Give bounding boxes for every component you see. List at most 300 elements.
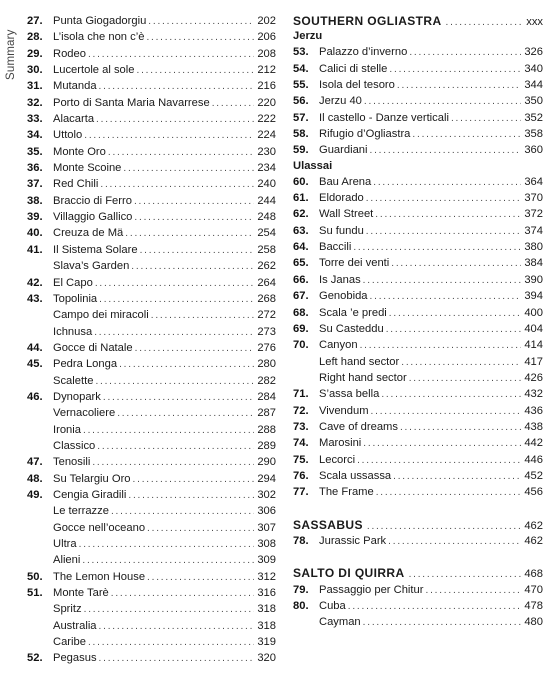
toc-entry[interactable] xyxy=(27,209,276,225)
entry-number: 76. xyxy=(293,469,309,482)
section-heading-sassabus[interactable] xyxy=(293,517,543,533)
entry-number: 60. xyxy=(293,175,309,188)
entry-page: 234 xyxy=(257,162,276,175)
entry-number: 52. xyxy=(27,652,43,665)
toc-entry[interactable] xyxy=(293,110,543,126)
section-page: xxx xyxy=(526,16,543,28)
toc-entry[interactable] xyxy=(293,582,543,598)
entry-title: Alacarta xyxy=(53,113,95,126)
toc-entry[interactable] xyxy=(293,272,543,288)
entry-number: 44. xyxy=(27,341,43,354)
entry-title: Ichnusa xyxy=(53,325,93,338)
toc-entry[interactable] xyxy=(27,95,276,111)
toc-entry[interactable] xyxy=(27,127,276,143)
entry-page: 294 xyxy=(257,472,276,485)
section-gap xyxy=(293,501,543,517)
toc-entry[interactable] xyxy=(293,484,543,500)
entry-page: 290 xyxy=(257,456,276,469)
leader-dots xyxy=(103,390,254,406)
entry-number: 48. xyxy=(27,472,43,485)
entry-number: 41. xyxy=(27,243,43,256)
toc-subentry[interactable] xyxy=(27,438,276,454)
entry-title: Alieni xyxy=(53,554,81,567)
entry-number: 31. xyxy=(27,80,43,93)
toc-subentry[interactable] xyxy=(293,614,543,630)
leader-dots xyxy=(370,289,522,305)
entry-page: 340 xyxy=(524,62,543,75)
toc-entry[interactable] xyxy=(293,206,543,222)
entry-number: 80. xyxy=(293,600,309,612)
leader-dots xyxy=(412,127,521,143)
entry-title: Le terrazze xyxy=(53,505,109,518)
toc-entry[interactable] xyxy=(27,13,276,29)
entry-number: 55. xyxy=(293,79,309,92)
toc-entry[interactable] xyxy=(27,389,276,405)
entry-page: 284 xyxy=(257,390,276,403)
entry-number: 68. xyxy=(293,306,309,319)
entry-page: 306 xyxy=(257,505,276,518)
leader-dots xyxy=(371,404,522,420)
toc-subentry[interactable] xyxy=(27,503,276,519)
toc-subentry[interactable] xyxy=(27,324,276,340)
leader-dots xyxy=(451,111,521,127)
leader-dots xyxy=(82,553,254,569)
salto-di-quirra-entries xyxy=(293,582,543,631)
toc-entry[interactable] xyxy=(27,356,276,372)
leader-dots xyxy=(99,619,255,635)
leader-dots xyxy=(366,191,522,207)
entry-page: 480 xyxy=(524,616,543,629)
leader-dots xyxy=(111,504,254,520)
entry-title: Campo dei miracoli xyxy=(53,309,149,322)
entry-page: 307 xyxy=(257,521,276,534)
entry-number: 66. xyxy=(293,273,309,286)
leader-dots xyxy=(376,485,522,501)
group-ulassai-entries xyxy=(293,174,543,501)
entry-title: The Frame xyxy=(319,486,374,499)
toc-entry[interactable] xyxy=(27,78,276,94)
entry-title: Right hand sector xyxy=(319,371,407,384)
entry-page: 344 xyxy=(524,79,543,92)
toc-entry[interactable] xyxy=(293,337,543,353)
entry-number: 33. xyxy=(27,113,43,126)
entry-page: 350 xyxy=(524,95,543,108)
toc-entry[interactable] xyxy=(293,386,543,402)
entry-number: 72. xyxy=(293,404,309,417)
entry-page: 222 xyxy=(257,113,276,126)
entry-title: Gocce nell’oceano xyxy=(53,521,146,534)
leader-dots xyxy=(363,436,521,452)
entry-number: 58. xyxy=(293,128,309,141)
entry-number: 30. xyxy=(27,64,43,77)
toc-subentry[interactable] xyxy=(27,552,276,568)
toc-entry[interactable] xyxy=(27,340,276,356)
entry-page: 309 xyxy=(257,554,276,567)
entry-title: Slava’s Garden xyxy=(53,260,130,273)
entry-number: 40. xyxy=(27,227,43,240)
entry-page: 390 xyxy=(524,273,543,286)
toc-entry[interactable] xyxy=(27,569,276,585)
entry-title: Vernacoliere xyxy=(53,407,116,420)
entry-page: 258 xyxy=(257,243,276,256)
entry-page: 404 xyxy=(524,322,543,335)
leader-dots xyxy=(88,635,254,651)
section-title: SASSABUS xyxy=(293,517,363,532)
leader-dots xyxy=(388,534,521,550)
entry-page: 312 xyxy=(257,570,276,583)
section-title: SOUTHERN OGLIASTRA xyxy=(293,14,442,28)
entry-title: Isola del tesoro xyxy=(319,79,395,92)
entry-number: 75. xyxy=(293,453,309,466)
entry-page: 212 xyxy=(257,64,276,77)
side-label-container xyxy=(5,12,19,82)
toc-subentry[interactable] xyxy=(293,370,543,386)
entry-page: 417 xyxy=(524,355,543,368)
leader-dots xyxy=(393,469,521,485)
leader-dots xyxy=(123,161,254,177)
entry-page: 318 xyxy=(257,603,276,616)
leader-dots xyxy=(397,78,521,94)
entry-number: 50. xyxy=(27,570,43,583)
entry-number: 79. xyxy=(293,583,309,596)
entry-title: Monte Tarè xyxy=(53,587,109,600)
entry-number: 67. xyxy=(293,290,309,303)
entry-title: Su fundu xyxy=(319,224,364,237)
entry-title: Cengia Giradili xyxy=(53,488,127,501)
leader-dots xyxy=(357,453,521,469)
entry-page: 282 xyxy=(257,374,276,387)
leader-dots xyxy=(367,519,521,535)
entry-number: 77. xyxy=(293,486,309,499)
entry-number: 78. xyxy=(293,534,309,547)
entry-number: 70. xyxy=(293,339,309,352)
entry-page: 358 xyxy=(524,128,543,141)
entry-title: Scala ’e predi xyxy=(319,306,387,319)
entry-page: 326 xyxy=(524,46,543,59)
entry-title: Uttolo xyxy=(53,129,83,142)
section-gap xyxy=(293,549,543,565)
leader-dots xyxy=(366,224,522,240)
entry-number: 46. xyxy=(27,390,43,403)
entry-page: 276 xyxy=(257,341,276,354)
toc-entry[interactable] xyxy=(293,533,543,549)
toc-subentry[interactable] xyxy=(27,536,276,552)
toc-entry[interactable] xyxy=(293,239,543,255)
toc-entry[interactable] xyxy=(27,454,276,470)
toc-subentry[interactable] xyxy=(27,422,276,438)
group-heading-jerzu: Jerzu xyxy=(293,30,323,43)
toc-entry[interactable] xyxy=(27,111,276,127)
toc-entry[interactable] xyxy=(293,403,543,419)
entry-number: 27. xyxy=(27,15,43,27)
leader-dots xyxy=(446,15,524,31)
entry-title: Il Sistema Solare xyxy=(53,243,138,256)
entry-title: Cave of dreams xyxy=(319,420,398,433)
entry-number: 35. xyxy=(27,145,43,158)
leader-dots xyxy=(117,406,254,422)
entry-page: 478 xyxy=(524,600,543,612)
entry-page: 244 xyxy=(257,194,276,207)
entry-number: 29. xyxy=(27,47,43,60)
section-heading-salto-di-quirra[interactable] xyxy=(293,565,543,581)
entry-title: Baccili xyxy=(319,241,352,254)
entry-title: Gocce di Natale xyxy=(53,341,133,354)
toc-subentry[interactable] xyxy=(27,520,276,536)
leader-dots xyxy=(92,455,254,471)
leader-dots xyxy=(360,338,522,354)
leader-dots xyxy=(99,651,255,667)
leader-dots xyxy=(99,79,255,95)
leader-dots xyxy=(79,537,255,553)
entry-page: 268 xyxy=(257,292,276,305)
toc-subentry[interactable] xyxy=(27,258,276,274)
toc-entry[interactable] xyxy=(27,242,276,258)
leader-dots xyxy=(348,599,522,615)
entry-page: 372 xyxy=(524,208,543,221)
entry-page: 216 xyxy=(257,80,276,93)
toc-entry[interactable] xyxy=(27,471,276,487)
leader-dots xyxy=(386,322,522,338)
entry-page: 320 xyxy=(257,652,276,665)
toc-entry[interactable] xyxy=(293,142,543,158)
toc-entry[interactable] xyxy=(293,126,543,142)
toc-entry[interactable] xyxy=(293,77,543,93)
toc-entry[interactable] xyxy=(27,487,276,503)
entry-page: 208 xyxy=(257,47,276,60)
entry-title: Lecorci xyxy=(319,453,356,466)
toc-entry[interactable] xyxy=(293,305,543,321)
entry-page: 230 xyxy=(257,145,276,158)
entry-title: Passaggio per Chitur xyxy=(319,583,424,596)
entry-page: 364 xyxy=(524,175,543,188)
entry-title: Dynopark xyxy=(53,390,101,403)
toc-entry[interactable] xyxy=(27,29,276,45)
entry-number: 56. xyxy=(293,95,309,108)
entry-title: Canyon xyxy=(319,339,358,352)
leader-dots xyxy=(151,308,255,324)
toc-left-column xyxy=(27,13,276,667)
leader-dots xyxy=(96,112,254,128)
toc-entry[interactable] xyxy=(293,223,543,239)
entry-title: Ultra xyxy=(53,538,77,550)
leader-dots xyxy=(100,177,254,193)
toc-entry[interactable] xyxy=(293,174,543,190)
leader-dots xyxy=(373,175,521,191)
toc-entry[interactable] xyxy=(27,160,276,176)
entry-title: Pegasus xyxy=(53,652,97,665)
entry-page: 289 xyxy=(257,439,276,452)
entry-title: Punta Giogadorgiu xyxy=(53,15,147,27)
entry-title: Spritz xyxy=(53,603,82,616)
entry-title: Classico xyxy=(53,439,96,452)
entry-number: 65. xyxy=(293,257,309,270)
entry-number: 53. xyxy=(293,46,309,59)
entry-number: 71. xyxy=(293,388,309,401)
entry-title: Scalette xyxy=(53,374,94,387)
entry-number: 38. xyxy=(27,194,43,207)
entry-page: 370 xyxy=(524,192,543,205)
entry-title: Pedra Longa xyxy=(53,358,118,371)
leader-dots xyxy=(131,259,254,275)
entry-page: 316 xyxy=(257,587,276,600)
leader-dots xyxy=(94,325,254,341)
leader-dots xyxy=(212,96,255,112)
leader-dots xyxy=(364,94,521,110)
entry-number: 54. xyxy=(293,62,309,75)
group-heading-ulassai: Ulassai xyxy=(293,159,333,172)
entry-page: 319 xyxy=(257,636,276,649)
entry-title: Su Casteddu xyxy=(319,322,384,335)
entry-page: 273 xyxy=(257,325,276,338)
entry-number: 47. xyxy=(27,456,43,469)
entry-title: Calici di stelle xyxy=(319,62,388,75)
leader-dots xyxy=(125,226,254,242)
entry-page: 394 xyxy=(524,290,543,303)
section-title: SALTO DI QUIRRA xyxy=(293,566,405,581)
toc-entry[interactable] xyxy=(293,93,543,109)
entry-title: Bau Arena xyxy=(319,175,372,188)
toc-entry[interactable] xyxy=(27,275,276,291)
entry-title: Porto di Santa Maria Navarrese xyxy=(53,96,210,109)
toc-entry[interactable] xyxy=(293,598,543,614)
toc-subentry[interactable] xyxy=(293,354,543,370)
toc-entry[interactable] xyxy=(293,255,543,271)
entry-page: 318 xyxy=(257,619,276,632)
toc-entry[interactable] xyxy=(293,419,543,435)
entry-title: Torre dei venti xyxy=(319,257,390,270)
toc-entry[interactable] xyxy=(27,46,276,62)
toc-entry[interactable] xyxy=(27,291,276,307)
entry-number: 36. xyxy=(27,162,43,175)
leader-dots xyxy=(425,583,521,599)
leader-dots xyxy=(409,567,522,583)
entry-number: 32. xyxy=(27,96,43,109)
entry-title: Eldorado xyxy=(319,192,364,205)
toc-subentry[interactable] xyxy=(27,634,276,650)
entry-number: 28. xyxy=(27,31,43,44)
entry-title: Il castello - Danze verticali xyxy=(319,111,449,124)
toc-entry[interactable] xyxy=(27,62,276,78)
leader-dots xyxy=(136,63,254,79)
entry-title: Topolinia xyxy=(53,292,98,305)
entry-page: 462 xyxy=(524,534,543,547)
entry-title: Rifugio d’Ogliastra xyxy=(319,128,411,141)
leader-dots xyxy=(147,570,254,586)
entry-title: Lucertole al sole xyxy=(53,64,135,77)
toc-entry[interactable] xyxy=(293,435,543,451)
section-heading-southern-ogliastra[interactable] xyxy=(293,13,543,29)
toc-entry[interactable] xyxy=(293,452,543,468)
toc-entry[interactable] xyxy=(293,321,543,337)
entry-page: 360 xyxy=(524,144,543,157)
entry-page: 436 xyxy=(524,404,543,417)
toc-entry[interactable] xyxy=(293,288,543,304)
entry-title: Villaggio Gallico xyxy=(53,211,133,224)
toc-entry[interactable] xyxy=(27,193,276,209)
section-page: 462 xyxy=(524,519,543,532)
entry-number: 61. xyxy=(293,192,309,205)
toc-subentry[interactable] xyxy=(27,373,276,389)
entry-page: 456 xyxy=(524,486,543,499)
entry-page: 262 xyxy=(257,260,276,273)
leader-dots xyxy=(370,143,522,159)
entry-page: 308 xyxy=(257,538,276,550)
entry-page: 442 xyxy=(524,437,543,450)
leader-dots xyxy=(134,194,254,210)
entry-page: 352 xyxy=(524,111,543,124)
leader-dots xyxy=(108,145,254,161)
entry-page: 248 xyxy=(257,211,276,224)
leader-dots xyxy=(134,210,254,226)
entry-page: 224 xyxy=(257,129,276,142)
entry-title: Mutanda xyxy=(53,80,97,93)
entry-title: Cayman xyxy=(319,616,361,629)
leader-dots xyxy=(99,292,254,308)
entry-number: 45. xyxy=(27,358,43,371)
entry-title: Scala ussassa xyxy=(319,469,392,482)
entry-title: Red Chili xyxy=(53,178,99,191)
entry-title: Creuza de Mä xyxy=(53,227,124,240)
entry-title: Palazzo d’inverno xyxy=(319,46,408,59)
entry-page: 302 xyxy=(257,488,276,501)
entry-page: 264 xyxy=(257,276,276,289)
entry-number: 39. xyxy=(27,211,43,224)
toc-subentry[interactable] xyxy=(27,307,276,323)
entry-page: 202 xyxy=(257,15,276,27)
toc-entry[interactable] xyxy=(27,144,276,160)
entry-page: 272 xyxy=(257,309,276,322)
sassabus-entries xyxy=(293,533,543,549)
entry-number: 57. xyxy=(293,111,309,124)
toc-subentry[interactable] xyxy=(27,601,276,617)
leader-dots xyxy=(84,602,255,618)
entry-title: L’isola che non c’è xyxy=(53,31,145,44)
entry-title: Left hand sector xyxy=(319,355,400,368)
leader-dots xyxy=(375,207,521,223)
side-label: Summary xyxy=(5,29,17,80)
group-jerzu-entries xyxy=(293,44,543,158)
toc-entry[interactable] xyxy=(27,585,276,601)
entry-title: El Capo xyxy=(53,276,93,289)
leader-dots xyxy=(119,357,254,373)
entry-title: Vivendum xyxy=(319,404,369,417)
leader-dots xyxy=(128,488,254,504)
section-page: 468 xyxy=(524,568,543,581)
entry-title: Wall Street xyxy=(319,208,374,221)
toc-entry[interactable] xyxy=(27,176,276,192)
toc-entry[interactable] xyxy=(293,190,543,206)
toc-entry[interactable] xyxy=(27,650,276,666)
entry-title: Monte Oro xyxy=(53,145,106,158)
toc-subentry[interactable] xyxy=(27,618,276,634)
entry-page: 280 xyxy=(257,358,276,371)
toc-entry[interactable] xyxy=(293,44,543,60)
entry-page: 446 xyxy=(524,453,543,466)
entry-page: 400 xyxy=(524,306,543,319)
entry-title: Tenosili xyxy=(53,456,91,469)
leader-dots xyxy=(409,371,522,387)
entry-title: Jerzu 40 xyxy=(319,95,362,108)
leader-dots xyxy=(88,47,254,63)
entry-number: 49. xyxy=(27,488,43,501)
toc-entry[interactable] xyxy=(27,225,276,241)
leader-dots xyxy=(147,521,254,537)
entry-number: 63. xyxy=(293,224,309,237)
toc-entry[interactable] xyxy=(293,61,543,77)
toc-subentry[interactable] xyxy=(27,405,276,421)
toc-entry[interactable] xyxy=(293,468,543,484)
entry-title: Guardiani xyxy=(319,144,368,157)
